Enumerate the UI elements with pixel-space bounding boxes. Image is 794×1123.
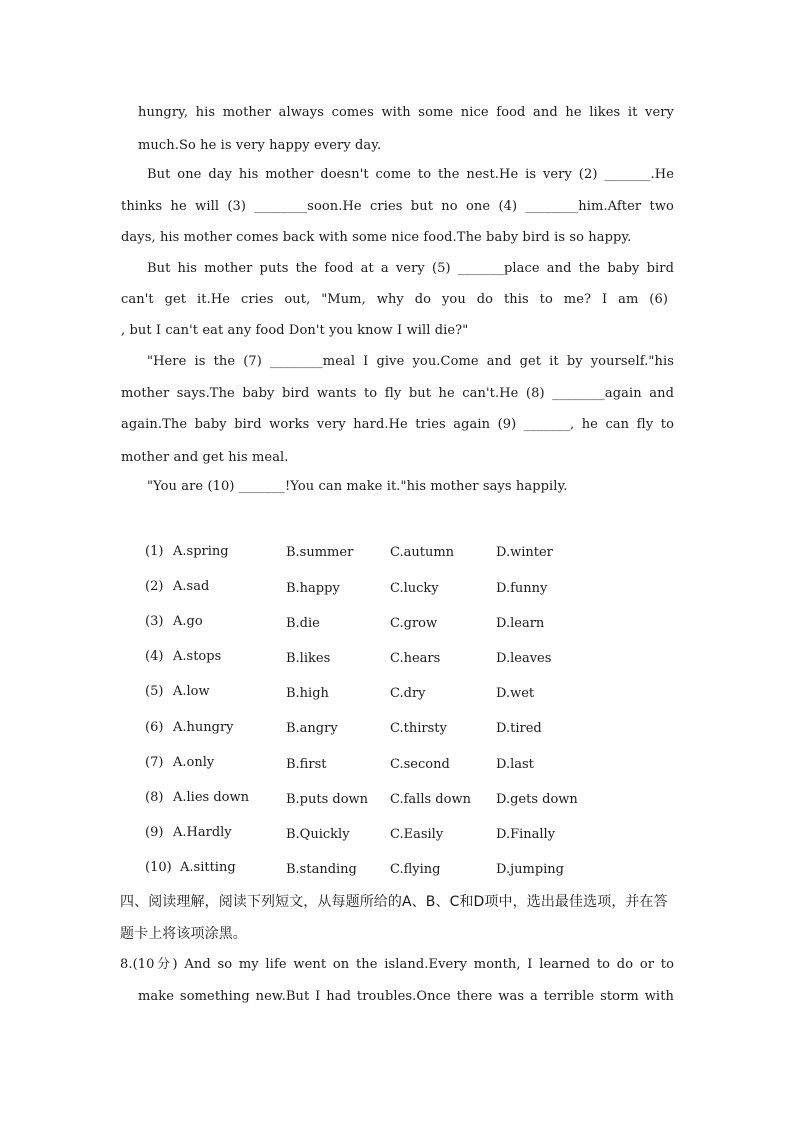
passage-line: "Here is the (7) ________meal I give you.Come and get it by yourself."his xyxy=(147,354,674,369)
option-b: B.happy xyxy=(286,581,340,596)
option-c: C.flying xyxy=(390,862,441,877)
option-a: A.spring xyxy=(173,544,229,559)
option-a: A.Hardly xyxy=(173,825,232,840)
option-d: D.tired xyxy=(496,721,542,736)
option-d: D.funny xyxy=(496,581,548,596)
question-8-line: 8.(10分) And so my life went on the island.Every month, I learned to do or to xyxy=(120,957,674,972)
option-c: C.falls down xyxy=(390,792,471,807)
option-num: (1) xyxy=(145,544,164,559)
option-b: B.likes xyxy=(286,651,331,666)
option-b: B.standing xyxy=(286,862,357,877)
passage-line: mother and get his meal. xyxy=(121,450,289,465)
option-a: A.sad xyxy=(173,579,210,594)
option-a: A.stops xyxy=(173,649,222,664)
option-d: D.winter xyxy=(496,545,553,560)
option-b: B.summer xyxy=(286,545,354,560)
passage-line: , but I can't eat any food Don't you know I will die?" xyxy=(121,323,469,338)
option-b: B.puts down xyxy=(286,792,369,807)
option-a: A.lies down xyxy=(173,790,249,805)
option-num: (2) xyxy=(145,579,164,594)
passage-line: much.So he is very happy every day. xyxy=(138,138,382,153)
option-c: C.second xyxy=(390,757,450,772)
option-a: A.hungry xyxy=(173,720,234,735)
option-a: A.go xyxy=(173,614,203,629)
option-b: B.die xyxy=(286,616,320,631)
option-a: A.sitting xyxy=(180,860,236,875)
option-b: B.high xyxy=(286,686,329,701)
passage-line: mother says.The baby bird wants to fly but he can't.He (8) ________again and xyxy=(121,386,674,401)
option-num: (5) xyxy=(145,684,164,699)
option-c: C.Easily xyxy=(390,827,444,842)
passage-line: thinks he will (3) ________soon.He cries but no one (4) ________him.After two xyxy=(121,199,674,214)
option-c: C.lucky xyxy=(390,581,439,596)
option-d: D.learn xyxy=(496,616,545,631)
option-num: (10) xyxy=(145,860,172,875)
option-b: B.first xyxy=(286,757,327,772)
section-heading: 四、阅读理解，阅读下列短文，从每题所给的A、B、C和D项中，选出最佳选项，并在答 xyxy=(120,894,668,910)
passage-line: But one day his mother doesn't come to the nest.He is very (2) _______.He xyxy=(147,167,674,182)
option-a: A.only xyxy=(173,755,215,770)
option-d: D.jumping xyxy=(496,862,564,877)
option-d: D.leaves xyxy=(496,651,552,666)
option-d: D.wet xyxy=(496,686,535,701)
option-num: (4) xyxy=(145,649,164,664)
passage-line: But his mother puts the food at a very (5) _______place and the baby bird xyxy=(147,261,674,276)
section-heading-cont: 题卡上将该项涂黑。 xyxy=(120,926,247,942)
option-c: C.hears xyxy=(390,651,441,666)
option-b: B.angry xyxy=(286,721,338,736)
option-c: C.thirsty xyxy=(390,721,447,736)
option-b: B.Quickly xyxy=(286,827,350,842)
option-num: (6) xyxy=(145,720,164,735)
option-num: (9) xyxy=(145,825,164,840)
option-d: D.last xyxy=(496,757,534,772)
option-c: C.grow xyxy=(390,616,438,631)
option-c: C.dry xyxy=(390,686,426,701)
option-a: A.low xyxy=(173,684,210,699)
option-num: (8) xyxy=(145,790,164,805)
passage-line: "You are (10) _______!You can make it."his mother says happily. xyxy=(147,479,568,494)
option-num: (3) xyxy=(145,614,164,629)
passage-line: days, his mother comes back with some nice food.The baby bird is so happy. xyxy=(121,230,632,245)
option-num: (7) xyxy=(145,755,164,770)
option-d: D.gets down xyxy=(496,792,578,807)
passage-line: can't get it.He cries out, "Mum, why do you do this to me? I am (6) xyxy=(121,292,668,307)
option-c: C.autumn xyxy=(390,545,455,560)
option-d: D.Finally xyxy=(496,827,556,842)
passage-line: again.The baby bird works very hard.He tries again (9) _______, he can fly to xyxy=(121,417,674,432)
question-8-line: make something new.But I had troubles.Once there was a terrible storm with xyxy=(138,989,674,1004)
passage-line: hungry, his mother always comes with some nice food and he likes it very xyxy=(138,105,674,120)
